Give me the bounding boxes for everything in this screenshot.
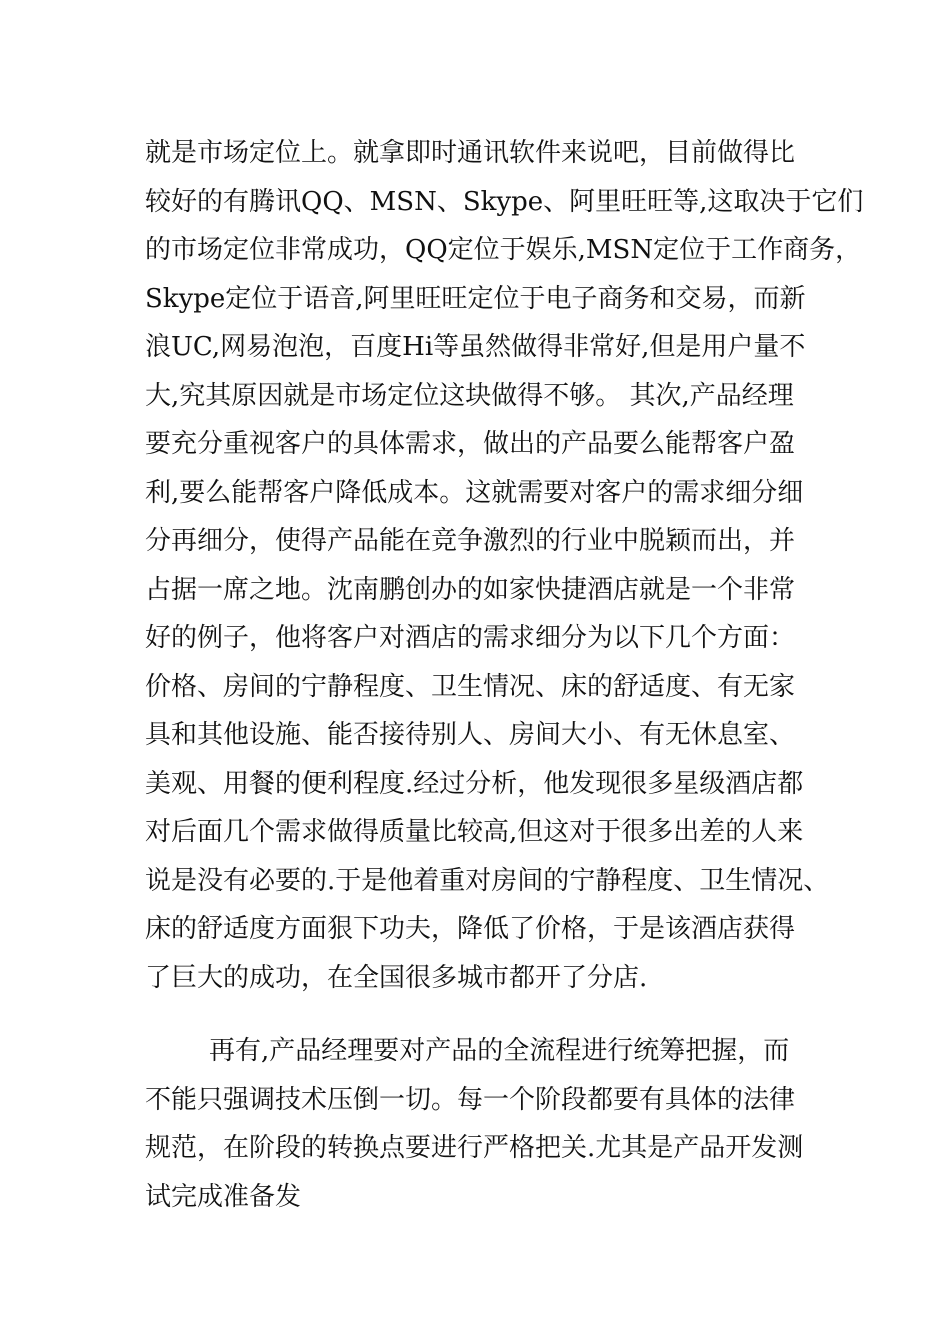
text-line-indented: 再有,产品经理要对产品的全流程进行统筹把握，而 <box>209 1036 790 1066</box>
text-line: 说是没有必要的.于是他着重对房间的宁静程度、卫生情况、 <box>145 865 830 896</box>
text-line: 就是市场定位上。就拿即时通讯软件来说吧，目前做得比 <box>145 138 796 168</box>
paragraph-2 <box>145 1027 815 1221</box>
text-line: 要充分重视客户的具体需求，做出的产品要么能帮客户盈 <box>145 429 796 459</box>
text-line: 分再细分，使得产品能在竞争激烈的行业中脱颖而出，并 <box>145 526 796 556</box>
paragraph-1 <box>145 129 864 1002</box>
text-line: 床的舒适度方面狠下功夫，降低了价格，于是该酒店获得 <box>145 914 796 944</box>
text-line: 了巨大的成功，在全国很多城市都开了分店. <box>145 962 648 993</box>
text-line: 利,要么能帮客户降低成本。这就需要对客户的需求细分细 <box>145 477 804 508</box>
text-line: Skype定位于语音,阿里旺旺定位于电子商务和交易，而新 <box>145 283 806 314</box>
text-line: 大,究其原因就是市场定位这块做得不够。 其次,产品经理 <box>145 380 794 411</box>
text-line: 试完成准备发 <box>145 1181 302 1212</box>
text-line: 占据一席之地。沈南鹏创办的如家快捷酒店就是一个非常 <box>145 574 796 605</box>
text-line: 规范，在阶段的转换点要进行严格把关.尤其是产品开发测 <box>145 1133 804 1163</box>
text-line: 较好的有腾讯QQ、MSN、Skype、阿里旺旺等,这取决于它们 <box>145 186 864 217</box>
text-line: 具和其他设施、能否接待别人、房间大小、有无休息室、 <box>145 720 796 750</box>
text-line: 浪UC,网易泡泡，百度Hi等虽然做得非常好,但是用户量不 <box>145 332 806 362</box>
text-line: 不能只强调技术压倒一切。每一个阶段都要有具体的法律 <box>145 1084 796 1115</box>
text-line: 美观、用餐的便利程度.经过分析，他发现很多星级酒店都 <box>145 768 804 799</box>
text-line: 价格、房间的宁静程度、卫生情况、床的舒适度、有无家 <box>145 671 796 702</box>
text-line: 好的例子，他将客户对酒店的需求细分为以下几个方面： <box>145 623 796 653</box>
text-line: 的市场定位非常成功，QQ定位于娱乐,MSN定位于工作商务， <box>145 235 862 265</box>
text-line: 对后面几个需求做得质量比较高,但这对于很多出差的人来 <box>145 817 804 847</box>
